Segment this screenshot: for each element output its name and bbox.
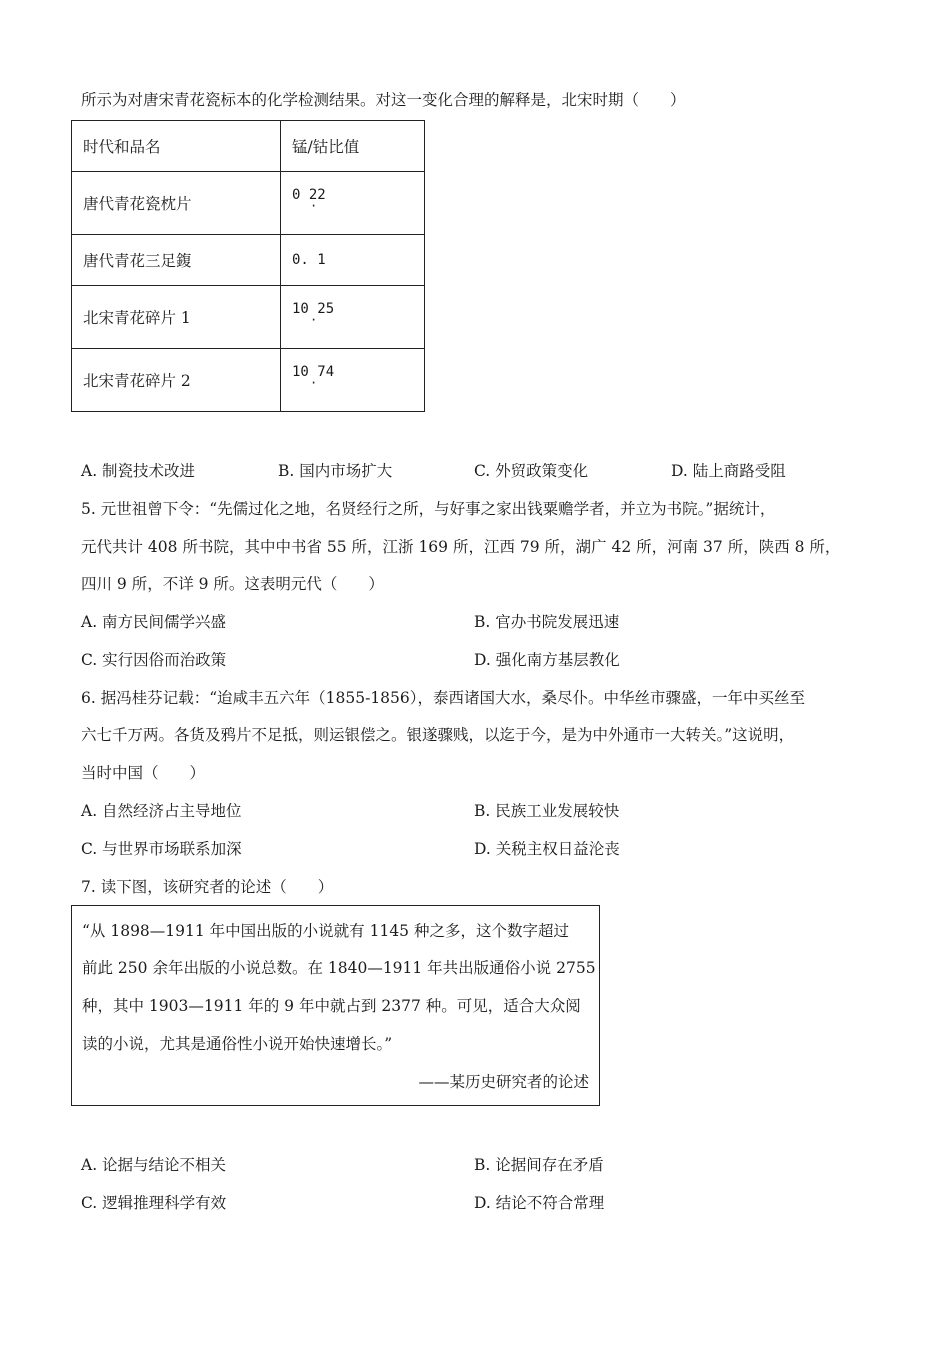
q5-option-b[interactable]: B. 官办书院发展迅速 — [474, 613, 620, 631]
q7-stem: 7. 读下图，该研究者的论述（ ） — [81, 878, 334, 896]
q7-quote-box — [71, 905, 600, 1106]
q4-option-d[interactable]: D. 陆上商路受阻 — [671, 462, 786, 480]
q5-stem-line: 四川 9 所，不详 9 所。这表明元代（ ） — [81, 575, 384, 593]
table-header-row — [72, 121, 425, 172]
q5-stem-line: 5. 元世祖曾下令：“先儒过化之地，名贤经行之所，与好事之家出钱粟赡学者，并立为书院。”据统计， — [81, 500, 776, 518]
q5-option-a[interactable]: A. 南方民间儒学兴盛 — [81, 613, 227, 631]
q6-stem-line: 六七千万两。各货及鸦片不足抵，则运银偿之。银遂骤贱，以迄于今，是为中外通市一大转关。”这说明， — [81, 726, 795, 744]
q4-option-b[interactable]: B. 国内市场扩大 — [278, 462, 393, 480]
q6-stem-line: 6. 据冯桂芬记载：“迨咸丰五六年（1855-1856），泰西诸国大水，桑尽仆。中华丝市骤盛，一年中买丝至 — [81, 689, 806, 707]
quote-line: “从 1898—1911 年中国出版的小说就有 1145 种之多，这个数字超过 — [82, 922, 569, 940]
value-text: 10 25 · — [292, 301, 334, 317]
table-header-cell: 锰/钴比值 — [281, 121, 425, 172]
value-text: 10 74 · — [292, 364, 334, 380]
q6-option-c[interactable]: C. 与世界市场联系加深 — [81, 840, 242, 858]
table-cell-value — [281, 349, 425, 412]
quote-source: ——某历史研究者的论述 — [418, 1073, 589, 1091]
table-header-cell: 时代和品名 — [72, 121, 281, 172]
value-text: 0 22 · — [292, 187, 326, 203]
q4-data-table — [71, 120, 425, 412]
q7-option-a[interactable]: A. 论据与结论不相关 — [81, 1156, 227, 1174]
table-cell-value — [281, 172, 425, 235]
q4-stem-tail: 所示为对唐宋青花瓷标本的化学检测结果。对这一变化合理的解释是，北宋时期（ ） — [81, 91, 686, 109]
table-cell-value: 0. 1 — [281, 235, 425, 286]
q5-option-d[interactable]: D. 强化南方基层教化 — [474, 651, 620, 669]
q7-option-d[interactable]: D. 结论不符合常理 — [474, 1194, 605, 1212]
table-cell-name: 唐代青花瓷枕片 — [72, 172, 281, 235]
q4-option-a[interactable]: A. 制瓷技术改进 — [81, 462, 196, 480]
q5-option-c[interactable]: C. 实行因俗而治政策 — [81, 651, 227, 669]
quote-line: 读的小说，尤其是通俗性小说开始快速增长。” — [82, 1035, 393, 1053]
quote-line: 种，其中 1903—1911 年的 9 年中就占到 2377 种。可见，适合大众阅 — [82, 997, 581, 1015]
table-cell-value — [281, 286, 425, 349]
q6-option-a[interactable]: A. 自然经济占主导地位 — [81, 802, 242, 820]
q6-option-b[interactable]: B. 民族工业发展较快 — [474, 802, 620, 820]
table-row — [72, 172, 425, 235]
q4-option-c[interactable]: C. 外贸政策变化 — [474, 462, 589, 480]
q7-option-c[interactable]: C. 逻辑推理科学有效 — [81, 1194, 227, 1212]
table-cell-name: 北宋青花碎片 2 — [72, 349, 281, 412]
table-cell-name: 北宋青花碎片 1 — [72, 286, 281, 349]
table-row — [72, 235, 425, 286]
table-cell-name: 唐代青花三足鍑 — [72, 235, 281, 286]
quote-line: 前此 250 余年出版的小说总数。在 1840—1911 年共出版通俗小说 2755 — [82, 959, 596, 977]
q7-option-b[interactable]: B. 论据间存在矛盾 — [474, 1156, 604, 1174]
q6-option-d[interactable]: D. 关税主权日益沦丧 — [474, 840, 620, 858]
q6-stem-line: 当时中国（ ） — [81, 764, 206, 782]
q5-stem-line: 元代共计 408 所书院，其中中书省 55 所，江浙 169 所，江西 79 所，湖广 42 所，河南 37 所，陕西 8 所， — [81, 538, 841, 556]
table-row — [72, 286, 425, 349]
table-row — [72, 349, 425, 412]
